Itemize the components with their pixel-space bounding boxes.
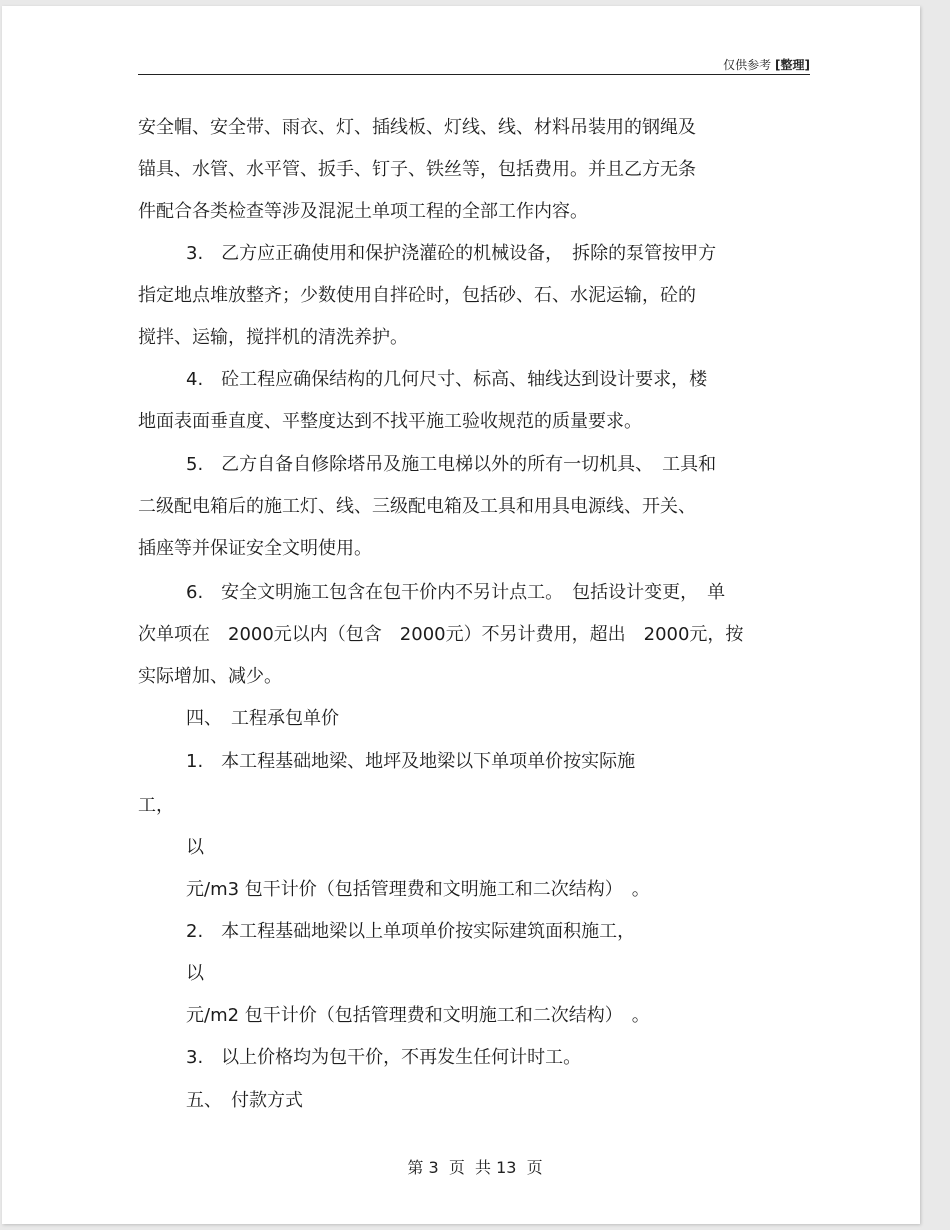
section-heading-5: 五、 付款方式 — [186, 1090, 303, 1111]
body-line: 二级配电箱后的施工灯、线、三级配电箱及工具和用具电源线、开关、 — [138, 496, 696, 517]
body-line: 指定地点堆放整齐；少数使用自拌砼时，包括砂、石、水泥运输，砼的 — [138, 285, 696, 306]
body-line: 工， — [138, 795, 174, 816]
body-line: 实际增加、减少。 — [138, 666, 282, 687]
numbered-item-6: 6. 安全文明施工包含在包干价内不另计点工。 包括设计变更， 单 — [186, 582, 726, 603]
numbered-item-2: 2. 本工程基础地梁以上单项单价按实际建筑面积施工， — [186, 921, 636, 942]
header-note: 仅供参考 — [723, 58, 772, 72]
numbered-item-4: 4. 砼工程应确保结构的几何尺寸、标高、轴线达到设计要求，楼 — [186, 369, 708, 390]
numbered-item-1: 1. 本工程基础地梁、地坪及地梁以下单项单价按实际施 — [186, 751, 636, 772]
body-line: 安全帽、安全带、雨衣、灯、插线板、灯线、线、材料吊装用的钢绳及 — [138, 117, 696, 138]
body-line: 插座等并保证安全文明使用。 — [138, 538, 372, 559]
numbered-item-5: 5. 乙方自备自修除塔吊及施工电梯以外的所有一切机具、 工具和 — [186, 454, 717, 475]
numbered-item-3: 3. 乙方应正确使用和保护浇灌砼的机械设备， 拆除的泵管按甲方 — [186, 243, 717, 264]
page-number: 第 3 页 共 13 页 — [407, 1158, 543, 1177]
body-line: 锚具、水管、水平管、扳手、钉子、铁丝等，包括费用。并且乙方无条 — [138, 159, 696, 180]
body-line: 以 — [186, 963, 204, 984]
header-divider — [138, 74, 810, 75]
body-line: 搅拌、运输，搅拌机的清洗养护。 — [138, 327, 408, 348]
header-tag: [整理] — [775, 58, 810, 72]
body-line: 次单项在 2000元以内（包含 2000元）不另计费用，超出 2000元，按 — [138, 624, 744, 645]
section-heading-4: 四、 工程承包单价 — [186, 708, 339, 729]
body-line: 以 — [186, 837, 204, 858]
numbered-item-3b: 3. 以上价格均为包干价，不再发生任何计时工。 — [186, 1047, 582, 1068]
body-line: 件配合各类检查等涉及混泥土单项工程的全部工作内容。 — [138, 201, 588, 222]
document-page — [2, 6, 920, 1224]
page-header — [680, 56, 810, 73]
body-line: 地面表面垂直度、平整度达到不找平施工验收规范的质量要求。 — [138, 411, 642, 432]
body-line: 元/m3 包干计价（包括管理费和文明施工和二次结构） 。 — [186, 879, 650, 900]
body-line: 元/m2 包干计价（包括管理费和文明施工和二次结构） 。 — [186, 1005, 650, 1026]
